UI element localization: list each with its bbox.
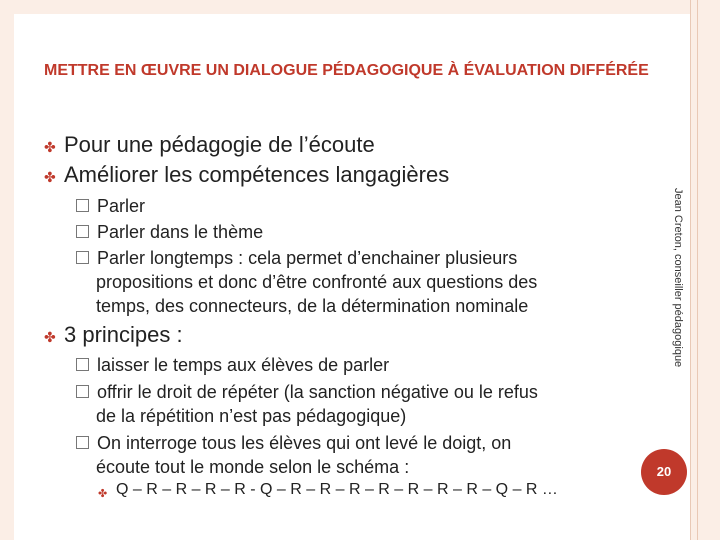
sub-bullet-continuation: écoute tout le monde selon le schéma :	[96, 457, 410, 477]
checkbox-bullet-icon	[76, 251, 89, 264]
sub-bullet-continuation: temps, des connecteurs, de la détermination nominale	[96, 296, 529, 316]
sub-bullet-time	[76, 354, 389, 376]
sub-bullet-text: laisser le temps aux élèves de parler	[97, 355, 390, 375]
author-credit: Jean Creton, conseiller pédagogique	[672, 188, 684, 368]
slide-frame-top	[14, 0, 720, 14]
diamond-bullet-icon: ✤	[44, 169, 56, 185]
diamond-bullet-icon: ✤	[44, 329, 56, 345]
bullet-listen: Pour une pédagogie de l’écoute	[64, 132, 375, 157]
sub-bullet-continuation: de la répétition n’est pas pédagogique)	[96, 406, 407, 426]
diamond-bullet-icon: ✤	[98, 488, 108, 500]
sub-bullet-repeat	[76, 381, 538, 403]
sub-bullet-text: Parler dans le thème	[97, 222, 264, 242]
checkbox-bullet-icon	[76, 225, 89, 238]
dialogue-schema: Q – R – R – R – R - Q – R – R – R – R – R – R – R – Q – R …	[116, 481, 558, 498]
sub-bullet-text: Parler longtemps : cela permet d’enchainer plusieurs	[97, 248, 518, 268]
checkbox-bullet-icon	[76, 199, 89, 212]
bullet-principles: 3 principes :	[64, 322, 183, 347]
checkbox-bullet-icon	[76, 436, 89, 449]
checkbox-bullet-icon	[76, 358, 89, 371]
sub-bullet-text: Parler	[97, 196, 146, 216]
page-number-badge: 20	[641, 449, 687, 495]
checkbox-bullet-icon	[76, 385, 89, 398]
sub-bullet-speak-theme	[76, 221, 263, 243]
sub-bullet-speak	[76, 195, 145, 217]
slide-frame-left	[0, 0, 14, 540]
bullet-language-skills: Améliorer les compétences langagières	[64, 162, 450, 187]
sub-bullet-text: On interroge tous les élèves qui ont levé le doigt, on	[97, 433, 512, 453]
sub-bullet-continuation: propositions et donc d’être confronté aux questions des	[96, 272, 538, 292]
sub-bullet-text: offrir le droit de répéter (la sanction négative ou le refus	[97, 382, 538, 402]
diamond-bullet-icon: ✤	[44, 139, 56, 155]
slide-title: METTRE EN ŒUVRE UN DIALOGUE PÉDAGOGIQUE À ÉVALUATION DIFFÉRÉE	[44, 62, 649, 79]
sub-bullet-speak-long	[76, 247, 517, 269]
sub-bullet-everyone	[76, 432, 511, 454]
slide-side-bar	[690, 0, 720, 540]
